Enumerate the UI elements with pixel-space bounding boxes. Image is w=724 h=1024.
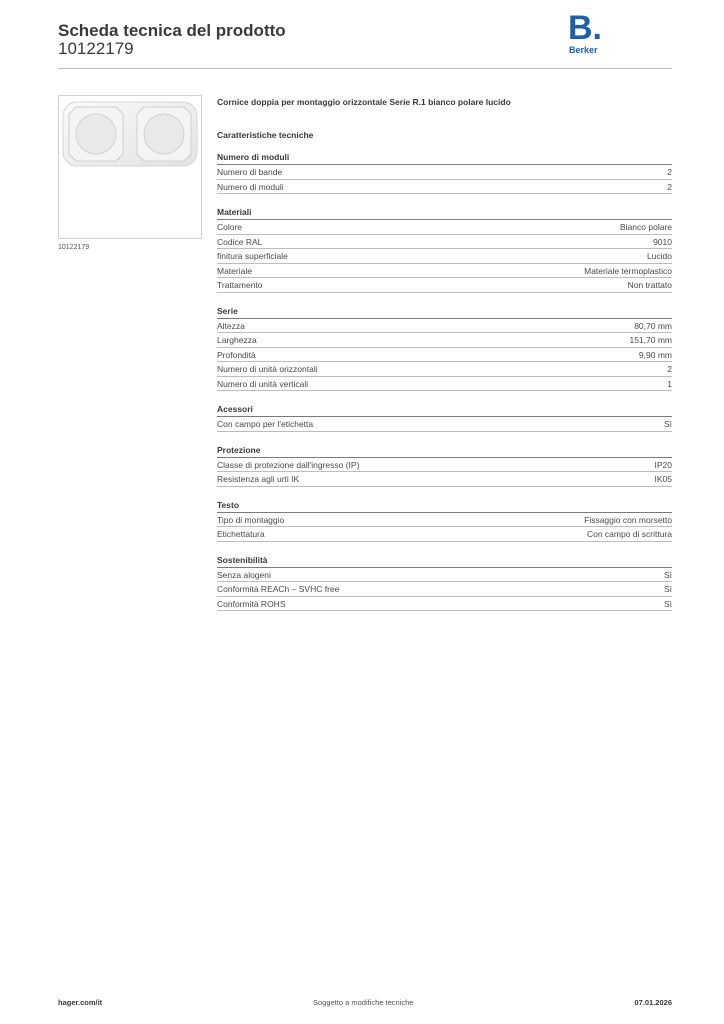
spec-row xyxy=(217,278,672,293)
spec-label: Codice RAL xyxy=(217,236,263,247)
spec-row xyxy=(217,582,672,597)
spec-label: Numero di moduli xyxy=(217,181,284,192)
section-title: Serie xyxy=(217,305,672,319)
section-title: Testo xyxy=(217,499,672,513)
section-title: Sostenibilità xyxy=(217,554,672,568)
spec-label: Con campo per l'etichetta xyxy=(217,419,314,429)
spec-label: Resistenza agli urti IK xyxy=(217,474,300,484)
spec-row xyxy=(217,348,672,363)
spec-value: Sì xyxy=(663,569,672,580)
spec-value: 2 xyxy=(667,167,672,177)
spec-label: finitura superficiale xyxy=(217,251,288,261)
spec-value: 80,70 mm xyxy=(634,320,672,331)
double-frame-illustration xyxy=(59,96,201,238)
spec-value: 1 xyxy=(667,378,672,389)
spec-section xyxy=(217,206,672,293)
spec-label: Tipo di montaggio xyxy=(217,514,285,525)
spec-row xyxy=(217,165,672,180)
spec-row xyxy=(217,513,672,528)
footer-website[interactable]: hager.com/it xyxy=(58,998,103,1007)
spec-section xyxy=(217,305,672,392)
spec-row xyxy=(217,319,672,334)
page-title: Scheda tecnica del prodotto xyxy=(58,21,286,40)
section-title: Materiali xyxy=(217,206,672,220)
spec-label: Classe di protezione dall'ingresso (IP) xyxy=(217,459,360,470)
spec-value: Materiale termoplastico xyxy=(584,265,672,276)
spec-value: IK05 xyxy=(654,474,672,484)
spec-row xyxy=(217,362,672,377)
section-title: Acessori xyxy=(217,403,672,417)
spec-value: 2 xyxy=(667,181,672,192)
spec-label: Numero di bande xyxy=(217,167,283,177)
spec-row xyxy=(217,458,672,473)
product-image xyxy=(58,95,202,239)
spec-value: 9,90 mm xyxy=(638,349,672,360)
spec-label: Trattamento xyxy=(217,280,263,290)
spec-label: Larghezza xyxy=(217,335,257,345)
spec-row xyxy=(217,597,672,612)
spec-row xyxy=(217,220,672,235)
spec-row xyxy=(217,568,672,583)
spec-section xyxy=(217,151,672,194)
spec-label: Colore xyxy=(217,222,243,232)
section-title: Protezione xyxy=(217,444,672,458)
spec-value: Bianco polare xyxy=(620,222,672,232)
section-title: Numero di moduli xyxy=(217,151,672,165)
spec-content xyxy=(217,95,672,611)
spec-section xyxy=(217,444,672,487)
spec-row xyxy=(217,333,672,348)
image-caption: 10122179 xyxy=(58,244,90,251)
spec-value: Fissaggio con morsetto xyxy=(584,514,672,525)
spec-row xyxy=(217,180,672,195)
spec-value: 151,70 mm xyxy=(629,335,672,345)
spec-row xyxy=(217,264,672,279)
spec-label: Senza alogeni xyxy=(217,569,271,580)
spec-label: Altezza xyxy=(217,320,245,331)
header-divider xyxy=(58,68,672,69)
spec-label: Conformità REACh – SVHC free xyxy=(217,584,340,594)
spec-row xyxy=(217,472,672,487)
spec-sections xyxy=(217,151,672,611)
spec-value: 2 xyxy=(667,364,672,374)
product-code: 10122179 xyxy=(58,39,134,58)
spec-value: 9010 xyxy=(653,236,672,247)
characteristics-heading: Caratteristiche tecniche xyxy=(217,130,314,140)
spec-label: Conformità ROHS xyxy=(217,598,286,609)
spec-value: Con campo di scrittura xyxy=(586,529,672,539)
footer-date: 07.01.2026 xyxy=(634,998,672,1007)
spec-row xyxy=(217,417,672,432)
spec-label: Numero di unità verticali xyxy=(217,378,309,389)
berker-logo xyxy=(564,9,608,57)
berker-logo-mark: B. xyxy=(568,9,602,47)
spec-row xyxy=(217,235,672,250)
footer-note: Soggetto a modifiche tecniche xyxy=(313,998,414,1007)
spec-section xyxy=(217,403,672,432)
spec-value: Sì xyxy=(663,584,672,594)
spec-value: IP20 xyxy=(654,459,672,470)
product-title: Cornice doppia per montaggio orizzontale Serie R.1 bianco polare lucido xyxy=(217,97,511,107)
spec-value: Lucido xyxy=(646,251,672,261)
spec-section xyxy=(217,499,672,542)
spec-label: Profondità xyxy=(217,349,256,360)
spec-row xyxy=(217,377,672,392)
spec-value: Sì xyxy=(663,419,672,429)
spec-row xyxy=(217,249,672,264)
spec-label: Etichettatura xyxy=(217,529,265,539)
berker-logo-text: Berker xyxy=(569,45,598,55)
spec-label: Materiale xyxy=(217,265,252,276)
spec-row xyxy=(217,527,672,542)
spec-value: Non trattato xyxy=(627,280,672,290)
spec-section xyxy=(217,554,672,612)
spec-value: Sì xyxy=(663,598,672,609)
spec-label: Numero di unità orizzontali xyxy=(217,364,318,374)
